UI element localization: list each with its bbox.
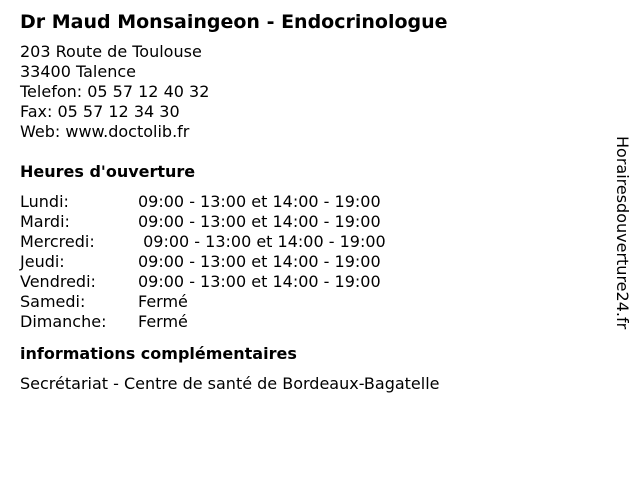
day-label: Vendredi:	[20, 272, 96, 291]
day-hours: 09:00 - 13:00 et 14:00 - 19:00	[138, 212, 381, 231]
additional-info-heading: informations complémentaires	[20, 344, 297, 363]
contact-block	[20, 42, 600, 142]
website: Web: www.doctolib.fr	[20, 122, 190, 141]
city-address: 33400 Talence	[20, 62, 136, 81]
hours-row-jeudi	[20, 252, 600, 272]
day-label: Mercredi:	[20, 232, 95, 251]
day-hours: Fermé	[138, 292, 188, 311]
day-label: Mardi:	[20, 212, 70, 231]
street-address: 203 Route de Toulouse	[20, 42, 202, 61]
page-title: Dr Maud Monsaingeon - Endocrinologue	[20, 11, 448, 33]
opening-hours-table	[20, 192, 600, 332]
watermark-text: Horairesdouverture24.fr	[613, 136, 632, 330]
hours-row-mercredi	[20, 232, 600, 252]
day-label: Lundi:	[20, 192, 69, 211]
day-label: Dimanche:	[20, 312, 107, 331]
day-hours: 09:00 - 13:00 et 14:00 - 19:00	[138, 192, 381, 211]
business-card	[20, 10, 600, 394]
hours-row-dimanche	[20, 312, 600, 332]
hours-row-mardi	[20, 212, 600, 232]
fax-number: Fax: 05 57 12 34 30	[20, 102, 180, 121]
day-label: Jeudi:	[20, 252, 65, 271]
opening-hours-heading: Heures d'ouverture	[20, 162, 196, 181]
day-hours: Fermé	[138, 312, 188, 331]
day-hours: 09:00 - 13:00 et 14:00 - 19:00	[138, 252, 381, 271]
day-label: Samedi:	[20, 292, 86, 311]
hours-row-vendredi	[20, 272, 600, 292]
phone-number: Telefon: 05 57 12 40 32	[20, 82, 210, 101]
hours-row-samedi	[20, 292, 600, 312]
additional-info-text: Secrétariat - Centre de santé de Bordeaux-Bagatelle	[20, 374, 440, 393]
day-hours: 09:00 - 13:00 et 14:00 - 19:00	[138, 232, 386, 251]
hours-row-lundi	[20, 192, 600, 212]
day-hours: 09:00 - 13:00 et 14:00 - 19:00	[138, 272, 381, 291]
